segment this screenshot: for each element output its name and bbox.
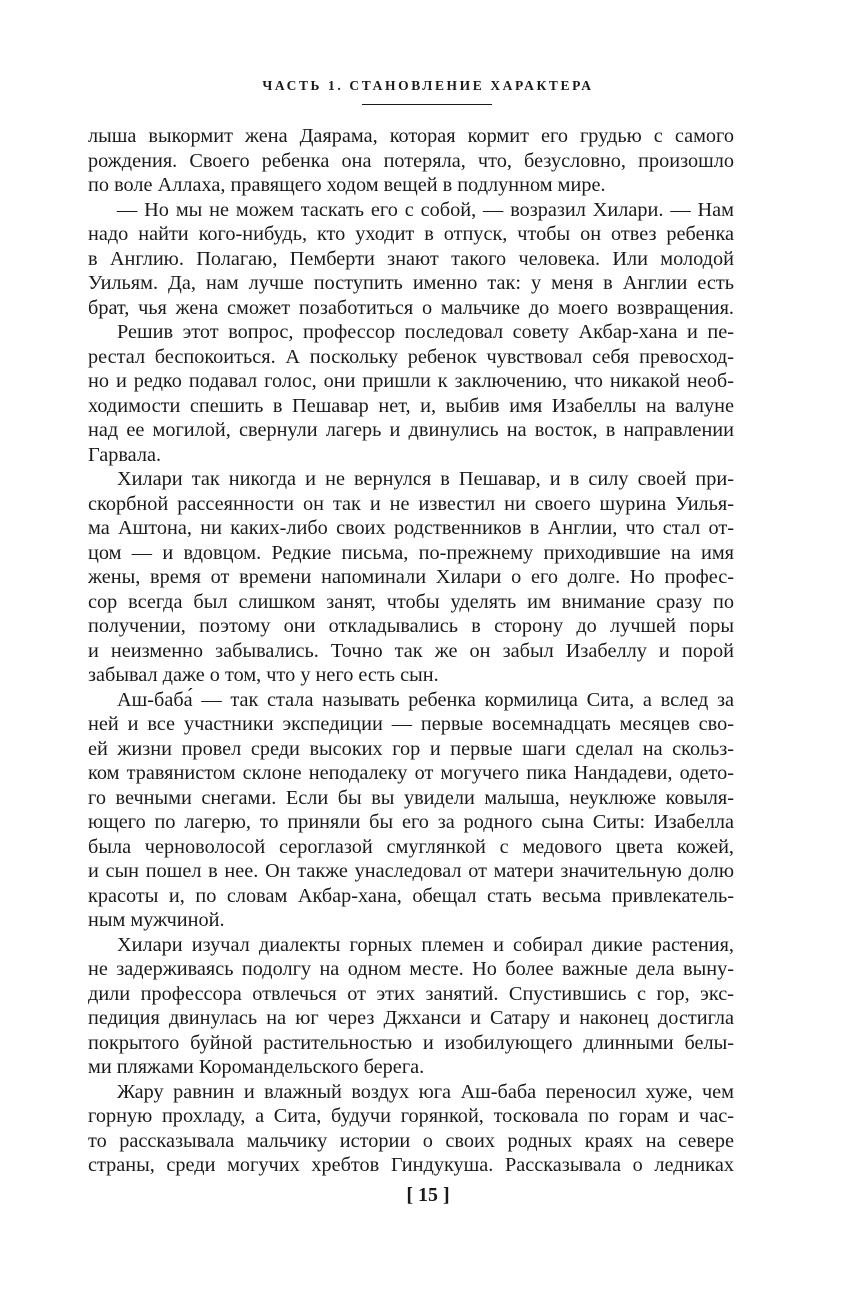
- text-line: педиция двинулась на юг через Джханси и Сатару и наконец достигла: [88, 1007, 734, 1029]
- text-line: не задерживаясь подолгу на одном месте. Но более важные дела выну-: [88, 958, 734, 980]
- text-line: красоты и, по словам Акбар-хана, обещал стать весьма привлекатель-: [88, 884, 734, 907]
- text-line: и неизменно забывались. Точно так же он забыл Изабеллу и порой: [88, 639, 734, 662]
- text-line: ми пляжами Коромандельского берега.: [88, 1056, 425, 1078]
- text-line: скорбной рассеянности он так и не известил ни своего шурина Уилья-: [88, 492, 734, 515]
- text-line: го вечными снегами. Если бы вы увидели малыша, неуклюже ковыля-: [88, 786, 734, 809]
- text-line: рождения. Своего ребенка она потеряла, что, безусловно, произошло: [88, 149, 734, 172]
- text-line: надо найти кого-нибудь, кто уходит в отпуск, чтобы он отвез ребенка: [88, 223, 734, 245]
- text-line: над ее могилой, свернули лагерь и двинулись на восток, в направлении: [88, 419, 734, 441]
- text-line: но и редко подавал голос, они пришли к заключению, что никакой необ-: [88, 370, 734, 392]
- text-line: Гарвала.: [88, 443, 162, 466]
- text-line: ным мужчиной.: [88, 909, 225, 931]
- text-line: по воле Аллаха, правящего ходом вещей в подлунном мире.: [88, 174, 606, 196]
- text-line: дили профессора отвлечься от этих занятий. Спустившись с гор, экс-: [88, 982, 734, 1005]
- text-line: Аш-баба́ — так стала называть ребенка кормилица Сита, а вслед за: [117, 688, 734, 711]
- text-line: то рассказывала мальчику истории о своих родных краях на севере: [88, 1129, 734, 1152]
- text-line: лыша выкормит жена Даярама, которая кормит его грудью с самого: [88, 125, 734, 147]
- text-line: жены, время от времени напоминали Хилари о его долге. Но профес-: [88, 566, 734, 588]
- text-line: ющего по лагерю, то приняли бы его за родного сына Ситы: Изабелла: [88, 811, 734, 833]
- text-line: Уильям. Да, нам лучше поступить именно так: у меня в Англии есть: [88, 272, 734, 294]
- text-line: брат, чья жена сможет позаботиться о мальчике до моего возвращения.: [88, 296, 734, 319]
- text-line: — Но мы не можем таскать его с собой, — возразил Хилари. — Нам: [117, 198, 734, 221]
- text-line: Жару равнин и влажный воздух юга Аш-баба переносил хуже, чем: [117, 1080, 734, 1103]
- running-head: ЧАСТЬ 1. СТАНОВЛЕНИЕ ХАРАКТЕРА: [262, 78, 594, 93]
- text-line: и сын пошел в нее. Он также унаследовал от матери значительную долю: [88, 860, 734, 882]
- text-line: ходимости спешить в Пешавар нет, и, выбив имя Изабеллы на валуне: [88, 394, 734, 417]
- body-text: [88, 124, 734, 1178]
- text-line: была черноволосой сероглазой смуглянкой с медового цвета кожей,: [88, 835, 734, 858]
- text-line: забывал даже о том, что у него есть сын.: [88, 664, 439, 686]
- text-line: покрытого буйной растительностью и изобилующего длинными белы-: [88, 1031, 734, 1054]
- text-line: горную прохладу, а Сита, будучи горянкой, тосковала по горам и час-: [88, 1105, 734, 1127]
- text-line: рестал беспокоиться. А поскольку ребенок чувствовал себя превосход-: [88, 345, 734, 368]
- page-number: [ 15 ]: [406, 1184, 450, 1206]
- text-line: ей жизни провел среди высоких гор и первые шаги сделал на скольз-: [88, 737, 734, 760]
- text-line: в Англию. Полагаю, Пемберти знают такого человека. Или молодой: [88, 247, 734, 270]
- text-line: страны, среди могучих хребтов Гиндукуша. Рассказывала о ледниках: [88, 1154, 734, 1176]
- text-line: сор всегда был слишком занят, чтобы уделять им внимание сразу по: [88, 590, 734, 613]
- text-line: ком травянистом склоне неподалеку от могучего пика Нандадеви, одето-: [88, 762, 734, 784]
- text-line: Хилари изучал диалекты горных племен и собирал дикие растения,: [117, 933, 734, 956]
- running-head-rule: [362, 104, 492, 105]
- text-line: Хилари так никогда и не вернулся в Пешавар, и в силу своей при-: [117, 468, 734, 490]
- text-line: ней и все участники экспедиции — первые восемнадцать месяцев сво-: [88, 713, 734, 735]
- text-line: цом — и вдовцом. Редкие письма, по-прежнему приходившие на имя: [88, 541, 734, 564]
- text-line: ма Аштона, ни каких-либо своих родственников в Англии, что стал от-: [88, 517, 734, 539]
- text-line: получении, поэтому они откладывались в сторону до лучшей поры: [88, 615, 734, 637]
- text-line: Решив этот вопрос, профессор последовал совету Акбар-хана и пе-: [117, 321, 734, 343]
